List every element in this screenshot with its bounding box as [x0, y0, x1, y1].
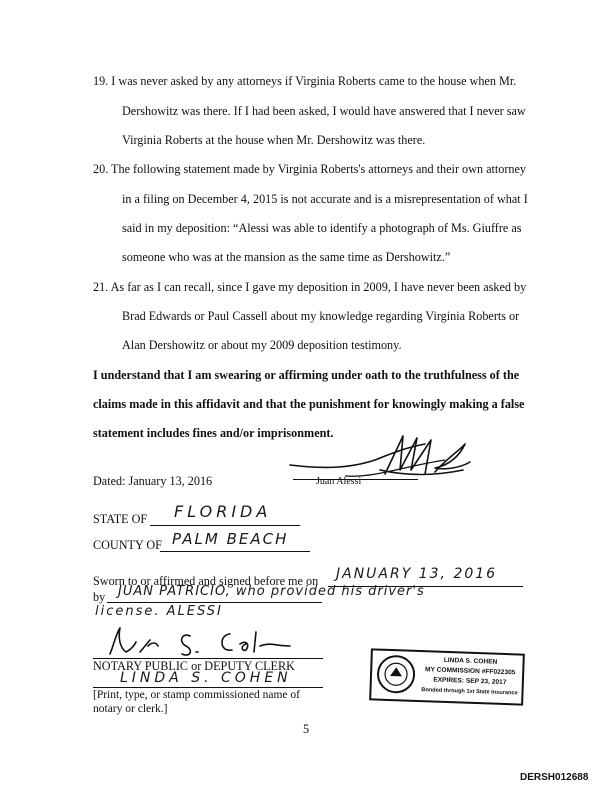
para-19-line-1: 19. I was never asked by any attorneys if Virginia Roberts came to the house when Mr.	[93, 74, 517, 88]
bates-number: DERSH012688	[520, 772, 589, 783]
county-underline	[160, 551, 310, 552]
para-19-line-3: Virginia Roberts at the house when Mr. Dershowitz was there.	[122, 133, 426, 147]
by-label: by	[93, 590, 106, 604]
stamp-name: LINDA S. COHEN	[443, 656, 498, 666]
stamp-commission: MY COMMISSION #FF022305	[424, 666, 516, 677]
para-20-line-2: in a filing on December 4, 2015 is not accurate and is a misrepresentation of what I	[122, 192, 528, 206]
by-underline	[107, 602, 322, 603]
sworn-text: Sworn to or affirmed and signed before me on	[93, 574, 319, 588]
print-instruction-line-1: [Print, type, or stamp commissioned name of	[93, 689, 300, 701]
state-underline	[150, 525, 300, 526]
oath-line-3: statement includes fines and/or imprisonment.	[93, 426, 334, 440]
by-value: JUAN PATRICIO, who provided his driver's	[118, 584, 425, 599]
para-21-line-1: 21. As far as I can recall, since I gave my deposition in 2009, I have never been asked by	[93, 280, 527, 294]
state-label: STATE OF	[93, 512, 148, 526]
notary-seal-icon	[375, 654, 416, 695]
stamp-expires: EXPIRES: SEP 23, 2017	[433, 676, 507, 687]
stamp-bonded: Bonded through 1st State Insurance	[421, 687, 518, 697]
notary-title: NOTARY PUBLIC or DEPUTY CLERK	[93, 659, 295, 673]
oath-line-2: claims made in this affidavit and that the punishment for knowingly making a false	[93, 397, 525, 411]
para-19-line-2: Dershowitz was there. If I had been asked, I would have answered that I never saw	[122, 104, 526, 118]
para-20-line-3: said in my deposition: “Alessi was able to identify a photograph of Ms. Giuffre as	[122, 221, 522, 235]
para-21-line-2: Brad Edwards or Paul Cassell about my knowledge regarding Virginia Roberts or	[122, 309, 520, 323]
notary-signature-icon	[100, 624, 300, 660]
sworn-date: JANUARY 13, 2016	[336, 566, 498, 582]
state-value: FLORIDA	[174, 502, 272, 521]
affiant-signature-icon	[285, 430, 475, 490]
notary-stamp	[369, 648, 525, 705]
county-value: PALM BEACH	[172, 530, 289, 548]
print-instruction-line-2: notary or clerk.]	[93, 703, 168, 715]
signer-name: Juan Alessi	[316, 476, 362, 487]
para-20-line-4: someone who was at the mansion as the same time as Dershowitz.”	[122, 250, 451, 264]
notary-printed-name: LINDA S. COHEN	[120, 670, 292, 686]
oath-line-1: I understand that I am swearing or affirming under oath to the truthfulness of the	[93, 368, 520, 382]
dated-line: Dated: January 13, 2016	[93, 474, 213, 488]
by-value-2: license. ALESSI	[95, 604, 223, 619]
para-20-line-1: 20. The following statement made by Virginia Roberts's attorneys and their own attorney	[93, 162, 527, 176]
para-21-line-3: Alan Dershowitz or about my 2009 deposition testimony.	[122, 338, 402, 352]
page-number: 5	[303, 722, 310, 736]
county-label: COUNTY OF	[93, 538, 162, 552]
